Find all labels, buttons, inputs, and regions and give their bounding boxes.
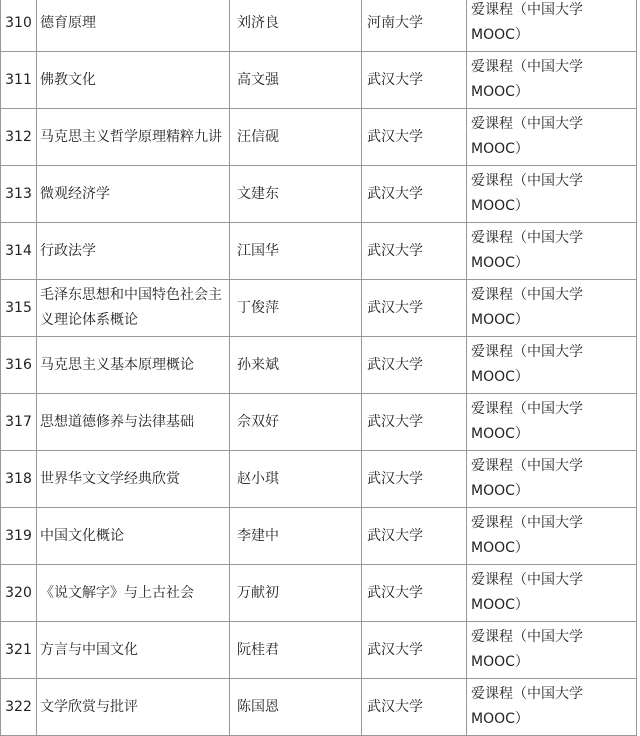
teacher-name: 万献初: [230, 565, 362, 622]
row-number: 315: [1, 280, 37, 337]
platform-name: 爱课程（中国大学MOOC）: [467, 0, 637, 52]
course-name: 毛泽东思想和中国特色社会主义理论体系概论: [37, 280, 230, 337]
teacher-name: 丁俊萍: [230, 280, 362, 337]
course-name: 方言与中国文化: [37, 622, 230, 679]
course-name: 微观经济学: [37, 166, 230, 223]
school-name: 河南大学: [362, 0, 467, 52]
table-row: [1, 337, 637, 394]
course-name: 《说文解字》与上古社会: [37, 565, 230, 622]
course-name: 文学欣赏与批评: [37, 679, 230, 736]
platform-name: 爱课程（中国大学MOOC）: [467, 166, 637, 223]
row-number: 318: [1, 451, 37, 508]
teacher-name: 阮桂君: [230, 622, 362, 679]
table-row: [1, 622, 637, 679]
table-row: [1, 52, 637, 109]
platform-name: 爱课程（中国大学MOOC）: [467, 280, 637, 337]
platform-name: 爱课程（中国大学MOOC）: [467, 337, 637, 394]
platform-name: 爱课程（中国大学MOOC）: [467, 451, 637, 508]
row-number: 311: [1, 52, 37, 109]
school-name: 武汉大学: [362, 223, 467, 280]
platform-name: 爱课程（中国大学MOOC）: [467, 565, 637, 622]
course-name: 马克思主义基本原理概论: [37, 337, 230, 394]
row-number: 316: [1, 337, 37, 394]
row-number: 321: [1, 622, 37, 679]
school-name: 武汉大学: [362, 337, 467, 394]
school-name: 武汉大学: [362, 679, 467, 736]
row-number: 322: [1, 679, 37, 736]
course-name: 马克思主义哲学原理精粹九讲: [37, 109, 230, 166]
school-name: 武汉大学: [362, 451, 467, 508]
school-name: 武汉大学: [362, 565, 467, 622]
teacher-name: 文建东: [230, 166, 362, 223]
platform-name: 爱课程（中国大学MOOC）: [467, 109, 637, 166]
teacher-name: 孙来斌: [230, 337, 362, 394]
teacher-name: 赵小琪: [230, 451, 362, 508]
school-name: 武汉大学: [362, 109, 467, 166]
row-number: 312: [1, 109, 37, 166]
table-row: [1, 223, 637, 280]
row-number: 314: [1, 223, 37, 280]
table-row: [1, 508, 637, 565]
table-row: [1, 109, 637, 166]
course-name: 德育原理: [37, 0, 230, 52]
school-name: 武汉大学: [362, 280, 467, 337]
platform-name: 爱课程（中国大学MOOC）: [467, 508, 637, 565]
platform-name: 爱课程（中国大学MOOC）: [467, 394, 637, 451]
course-name: 行政法学: [37, 223, 230, 280]
course-name: 世界华文文学经典欣赏: [37, 451, 230, 508]
teacher-name: 刘济良: [230, 0, 362, 52]
school-name: 武汉大学: [362, 52, 467, 109]
table-row: [1, 394, 637, 451]
teacher-name: 佘双好: [230, 394, 362, 451]
row-number: 310: [1, 0, 37, 52]
table-row: [1, 166, 637, 223]
row-number: 320: [1, 565, 37, 622]
teacher-name: 李建中: [230, 508, 362, 565]
school-name: 武汉大学: [362, 622, 467, 679]
school-name: 武汉大学: [362, 394, 467, 451]
table-row: [1, 565, 637, 622]
row-number: 313: [1, 166, 37, 223]
teacher-name: 汪信砚: [230, 109, 362, 166]
table-row: [1, 679, 637, 736]
platform-name: 爱课程（中国大学MOOC）: [467, 622, 637, 679]
platform-name: 爱课程（中国大学MOOC）: [467, 679, 637, 736]
teacher-name: 高文强: [230, 52, 362, 109]
row-number: 319: [1, 508, 37, 565]
course-name: 佛教文化: [37, 52, 230, 109]
platform-name: 爱课程（中国大学MOOC）: [467, 52, 637, 109]
course-name: 中国文化概论: [37, 508, 230, 565]
table-row: [1, 451, 637, 508]
course-name: 思想道德修养与法律基础: [37, 394, 230, 451]
table-row: [1, 0, 637, 52]
teacher-name: 陈国恩: [230, 679, 362, 736]
platform-name: 爱课程（中国大学MOOC）: [467, 223, 637, 280]
row-number: 317: [1, 394, 37, 451]
table-row: [1, 280, 637, 337]
school-name: 武汉大学: [362, 166, 467, 223]
school-name: 武汉大学: [362, 508, 467, 565]
teacher-name: 江国华: [230, 223, 362, 280]
